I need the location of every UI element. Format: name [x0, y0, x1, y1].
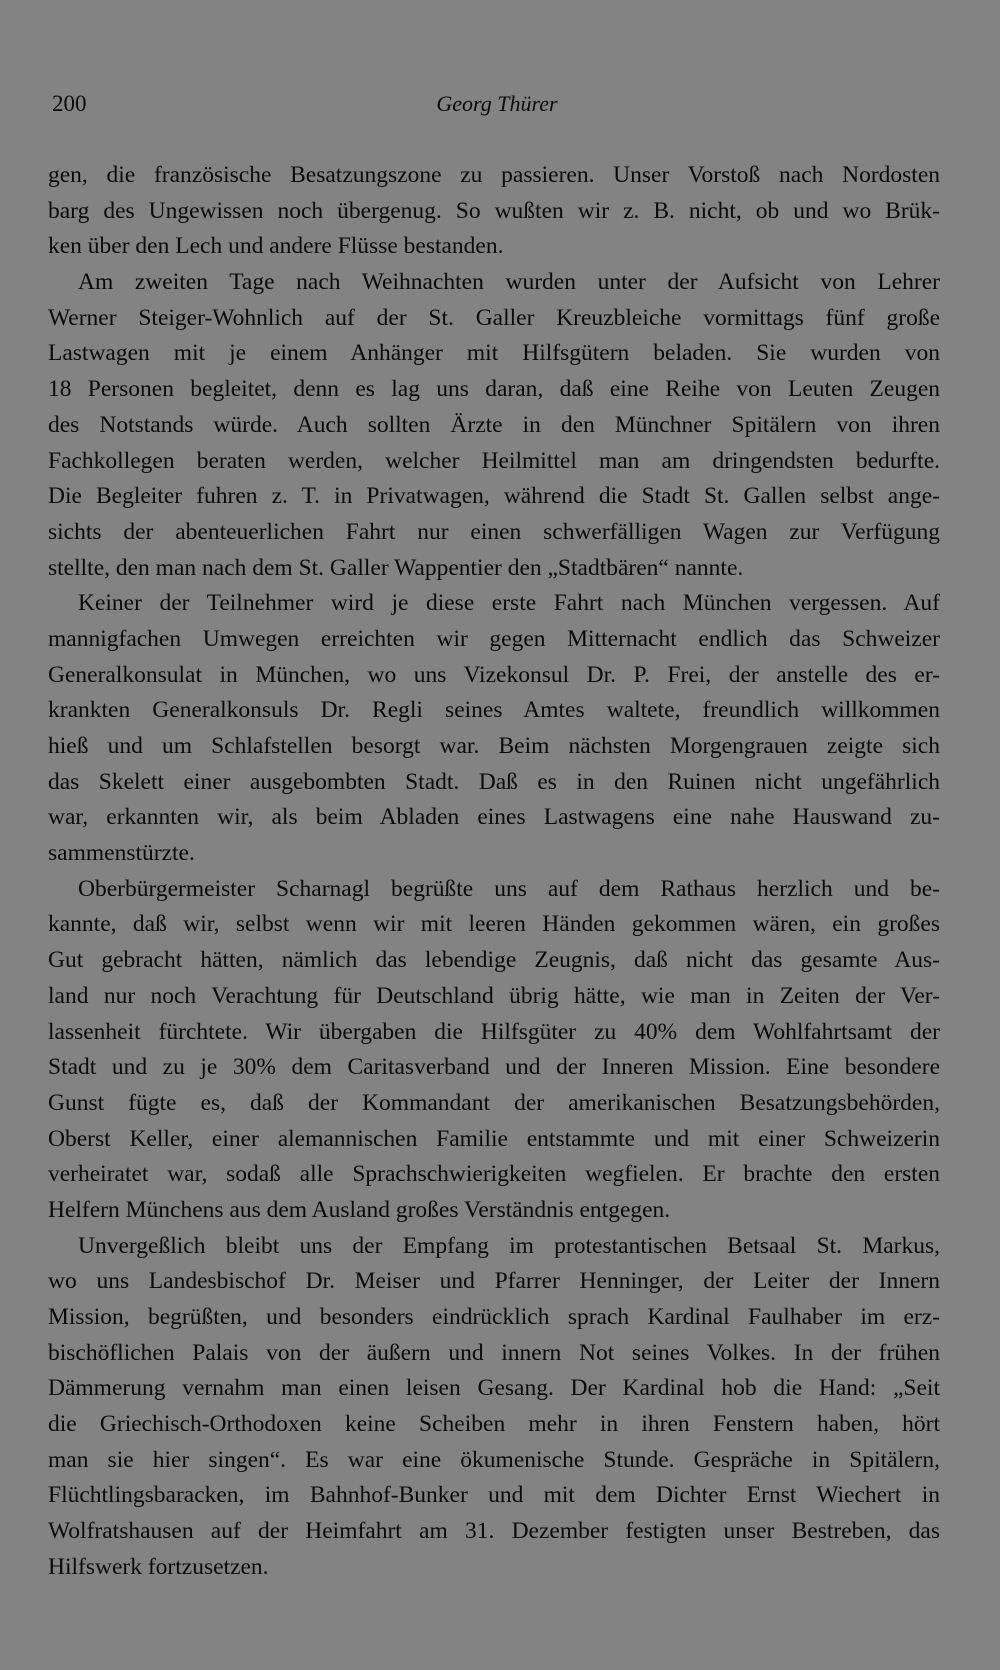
text-line: Gunst fügte es, daß der Kommandant der amerikanischen Besatzungsbehörden,: [48, 1089, 940, 1116]
text-line: Wolfratshausen auf der Heimfahrt am 31. Dezember festigten unser Bestreben, das: [48, 1518, 940, 1545]
text-line: lassenheit fürchtete. Wir übergaben die Hilfsgüter zu 40% dem Wohlfahrtsamt der: [48, 1018, 940, 1045]
text-line: Fachkollegen beraten werden, welcher Heilmittel man am dringendsten bedurfte.: [48, 447, 940, 474]
text-line: hieß und um Schlafstellen besorgt war. Beim nächsten Morgengrauen zeigte sich: [48, 733, 940, 759]
text-line: war, erkannten wir, als beim Abladen eines Lastwagens eine nahe Hauswand zu-: [48, 804, 940, 831]
text-line: Dämmerung vernahm man einen leisen Gesang. Der Kardinal hob die Hand: „Seit: [48, 1375, 940, 1402]
text-line: man sie hier singen“. Es war eine ökumenische Stunde. Gespräche in Spitälern,: [48, 1446, 940, 1473]
text-line: des Notstands würde. Auch sollten Ärzte in den Münchner Spitälern von ihren: [48, 411, 940, 438]
text-line: Helfern Münchens aus dem Ausland großes Verständnis entgegen.: [48, 1196, 671, 1223]
text-line: 18 Personen begleitet, denn es lag uns daran, daß eine Reihe von Leuten Zeugen: [48, 376, 940, 403]
text-line: Unvergeßlich bleibt uns der Empfang im protestantischen Betsaal St. Markus,: [78, 1232, 940, 1259]
body-text: [48, 158, 940, 1586]
paragraph: [48, 1229, 940, 1586]
text-line: sichts der abenteuerlichen Fahrt nur einen schwerfälligen Wagen zur Verfügung: [48, 518, 940, 545]
text-line: Gut gebracht hätten, nämlich das lebendige Zeugnis, daß nicht das gesamte Aus-: [48, 947, 940, 974]
paragraph: [48, 158, 940, 265]
text-line: stellte, den man nach dem St. Galler Wappentier den „Stadtbären“ nannte.: [48, 554, 744, 581]
text-line: Oberst Keller, einer alemannischen Familie entstammte und mit einer Schweizerin: [48, 1125, 940, 1152]
text-line: Flüchtlingsbaracken, im Bahnhof-Bunker und mit dem Dichter Ernst Wiechert in: [48, 1482, 940, 1509]
text-line: Generalkonsulat in München, wo uns Vizekonsul Dr. P. Frei, der anstelle des er-: [48, 661, 940, 688]
text-line: Stadt und zu je 30% dem Caritasverband und der Inneren Mission. Eine besondere: [48, 1054, 940, 1081]
text-line: Am zweiten Tage nach Weihnachten wurden unter der Aufsicht von Lehrer: [78, 269, 940, 296]
text-line: die Griechisch-Orthodoxen keine Scheiben mehr in ihren Fenstern haben, hört: [48, 1411, 940, 1438]
text-line: sammenstürzte.: [48, 840, 195, 867]
text-line: kannte, daß wir, selbst wenn wir mit leeren Händen gekommen wären, ein großes: [48, 911, 940, 938]
text-line: gen, die französische Besatzungszone zu passieren. Unser Vorstoß nach Nordosten: [48, 162, 940, 188]
paragraph: [48, 265, 940, 586]
text-line: Keiner der Teilnehmer wird je diese erste Fahrt nach München vergessen. Auf: [78, 590, 940, 617]
text-line: krankten Generalkonsuls Dr. Regli seines Amtes waltete, freundlich willkommen: [48, 697, 940, 724]
text-line: Die Begleiter fuhren z. T. in Privatwagen, während die Stadt St. Gallen selbst ange-: [48, 483, 940, 510]
text-line: Oberbürgermeister Scharnagl begrüßte uns auf dem Rathaus herzlich und be-: [78, 875, 940, 902]
page-number: 200: [52, 91, 87, 116]
text-line: Lastwagen mit je einem Anhänger mit Hilfsgütern beladen. Sie wurden von: [48, 340, 940, 367]
text-line: Mission, begrüßten, und besonders eindrücklich sprach Kardinal Faulhaber im erz-: [48, 1304, 940, 1330]
running-title: Georg Thürer: [436, 91, 558, 116]
paragraph: [48, 586, 940, 872]
text-line: verheiratet war, sodaß alle Sprachschwierigkeiten wegfielen. Er brachte den ersten: [48, 1161, 940, 1188]
text-line: Hilfswerk fortzusetzen.: [48, 1553, 269, 1580]
text-line: land nur noch Verachtung für Deutschland übrig hätte, wie man in Zeiten der Ver-: [48, 982, 940, 1009]
text-line: das Skelett einer ausgebombten Stadt. Daß es in den Ruinen nicht ungefährlich: [48, 768, 940, 795]
text-line: Werner Steiger-Wohnlich auf der St. Galler Kreuzbleiche vormittags fünf große: [48, 304, 940, 331]
text-line: mannigfachen Umwegen erreichten wir gegen Mitternacht endlich das Schweizer: [48, 625, 940, 652]
text-line: bischöflichen Palais von der äußern und innern Not seines Volkes. In der frühen: [48, 1339, 940, 1366]
text-line: barg des Ungewissen noch übergenug. So wußten wir z. B. nicht, ob und wo Brük-: [48, 197, 940, 224]
text-line: ken über den Lech und andere Flüsse bestanden.: [48, 233, 504, 260]
text-line: wo uns Landesbischof Dr. Meiser und Pfarrer Henninger, der Leiter der Innern: [48, 1268, 940, 1295]
running-head: [52, 88, 942, 128]
paragraph: [48, 872, 940, 1229]
